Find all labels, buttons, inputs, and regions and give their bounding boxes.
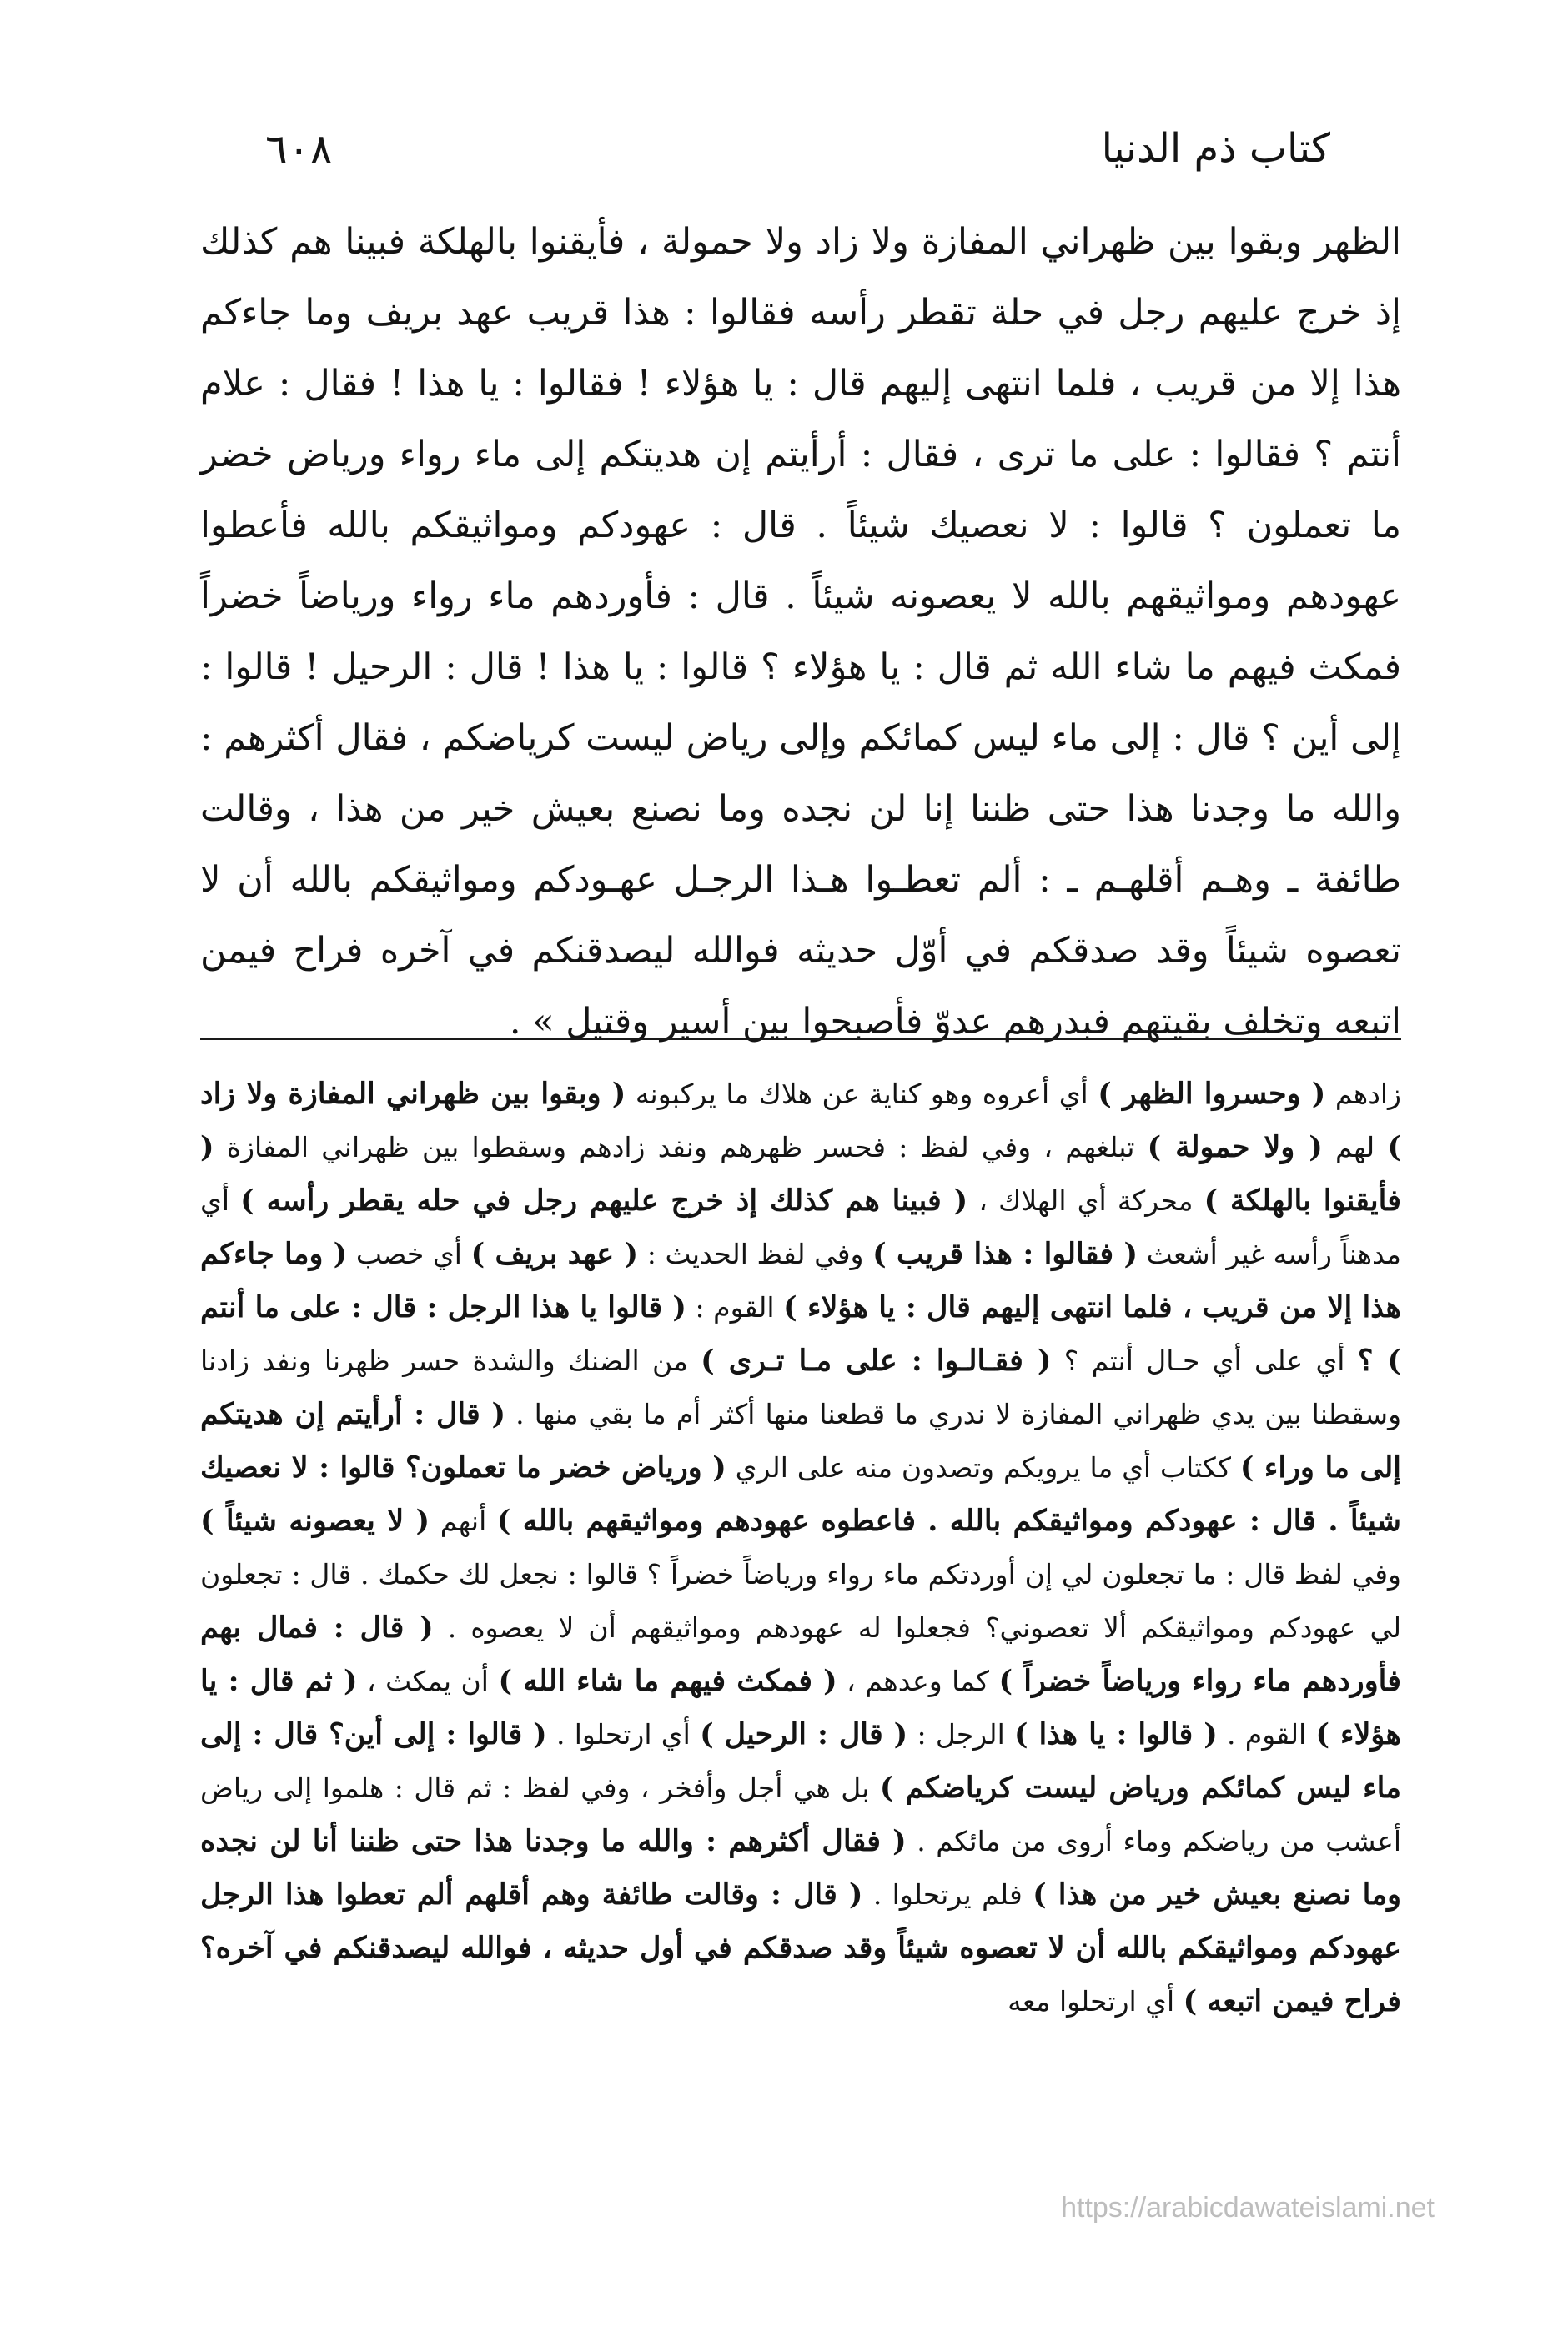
footnote-commentary: أي على أي حـال أنتم ؟	[1051, 1344, 1358, 1377]
footnote-quote: ( قالوا يا هذا الرجل : قال : على ما أنتم ) ؟	[200, 1290, 1401, 1378]
footnote-commentary: وفي لفظ الحديث :	[638, 1238, 873, 1270]
footnote-quote: ( فمكث فيهم ما شاء الله )	[498, 1664, 837, 1698]
footnote-quote: ( قالوا : يا هذا )	[1014, 1717, 1218, 1752]
footnote-quote: ( ولا حمولة )	[1147, 1130, 1323, 1164]
footnote-quote: ( فقـالـوا : على مـا تـرى )	[701, 1344, 1052, 1378]
footnote-commentary: زادهم	[1325, 1078, 1401, 1110]
footnote-commentary: أنهم	[430, 1505, 497, 1537]
footnote-commentary: وفي لفظ قال : ما تجعلون لي إن أوردتكم ماء رواء ورياضاً خضراً ؟ قالوا : نجعل لك حكمك . قال : تجعلون لي عهودكم ومواثيقكم ألا تعصوني؟ فجعلوا له عهودهم ومواثيقهم أن لا يعصوه .	[200, 1558, 1402, 1644]
footnote-commentary: أي مدهناً رأسه غير أشعث	[200, 1184, 1401, 1270]
footnote-commentary: محركة أي الهلاك ،	[967, 1184, 1204, 1217]
footnote-quote: ( ثم قال : يا هؤلاء )	[200, 1664, 1401, 1752]
footnote-quote: ( قال : أرأيتم إن هديتكم إلى ما وراء )	[200, 1397, 1401, 1485]
footnote-quote: ( وما جاءكم هذا إلا من قريب ، فلما انتهى إليهم قال : يا هؤلاء )	[200, 1237, 1402, 1324]
footnote-quote: ( ورياض خضر ما تعملون؟ قالوا : لا نعصيك شيئاً . قال : عهودكم ومواثيقكم بالله . فاعطوه عهودهم ومواثيقهم بالله )	[200, 1450, 1401, 1538]
page-number: ٦٠٨	[265, 125, 333, 173]
footnote-quote: ( فبينا هم كذلك إذ خرج عليهم رجل في حله يقطر رأسه )	[240, 1184, 968, 1218]
footnote-commentary: القوم .	[1217, 1718, 1316, 1751]
footnote-text	[200, 1068, 1401, 2028]
footnote-commentary: أي ارتحلوا .	[546, 1718, 701, 1751]
footnote-commentary: من الضنك والشدة حسر ظهرنا ونفد زادنا وسقطنا بين يدي ظهراني المفازة لا ندري ما قطعنا منها أكثر أم ما بقي منها .	[200, 1344, 1402, 1430]
footnote-commentary: القوم :	[686, 1291, 784, 1324]
footnote-commentary: الرجل :	[907, 1718, 1015, 1751]
running-title: كتاب ذم الدنيا	[1101, 125, 1330, 172]
footnote-quote: ( عهد بريف )	[470, 1237, 639, 1271]
footnote-commentary: ككتاب أي ما يرويكم وتصدون منه على الري	[726, 1451, 1240, 1484]
footnote-commentary: بل هي أجل وأفخر ، وفي لفظ : ثم قال : هلموا إلى رياض أعشب من رياضكم وماء أروى من مائكم .	[200, 1772, 1401, 1857]
footnote-quote: ( قالوا : إلى أين؟ قال : إلى ماء ليس كمائكم ورياض ليست كرياضكم )	[200, 1717, 1401, 1805]
watermark: https://arabicdawateislami.net	[1061, 2192, 1435, 2224]
footnote-quote: ( قال : الرحيل )	[700, 1717, 908, 1752]
footnote-quote: ( قال : فمال بهم فأوردهم ماء رواء ورياضاً خضراً )	[200, 1611, 1401, 1698]
footnote-commentary: أن يمكث ،	[357, 1665, 499, 1697]
footnote-commentary: أي ارتحلوا معه	[1008, 1985, 1184, 2018]
footnote-quote: ( وحسروا الظهر )	[1098, 1077, 1326, 1111]
footnote-quote: ( فقال أكثرهم : والله ما وجدنا هذا حتى ظننا أنا لن نجده وما نصنع بعيش خير من هذا )	[200, 1824, 1401, 1912]
footnote-commentary: كما وعدهم ،	[837, 1665, 999, 1697]
footnote-quote: ( فقالوا : هذا قريب )	[872, 1237, 1138, 1271]
footnote-commentary: أي أعروه وهو كناية عن هلاك ما يركبونه	[626, 1078, 1098, 1110]
footnote-quote: ( لا يعصونه شيئاً )	[200, 1504, 430, 1538]
footnote-quote: ( قال : وقالت طائفة وهم أقلهم ألم تعطوا هذا الرجل عهودكم ومواثيقكم بالله أن لا تعصوه شيئاً وقد صدقكم في أول حديثه ، فوالله ليصدقنكم في آخره؟ فراح فيمن اتبعه )	[200, 1877, 1401, 2018]
footnote-separator	[200, 1038, 1401, 1040]
footnote-commentary: فلم يرتحلوا .	[862, 1878, 1033, 1911]
footnote-commentary: تبلغهم ، وفي لفظ : فحسر ظهرهم ونفد زادهم وسقطوا بين ظهراني المفازة	[214, 1131, 1148, 1163]
main-text: الظهر وبقوا بين ظهراني المفازة ولا زاد ولا حمولة ، فأيقنوا بالهلكة فبينا هم كذلك إذ خرج عليهم رجل في حلة تقطر رأسه فقالوا : هذا قريب عهد بريف وما جاءكم هذا إلا من قريب ، فلما انتهى إليهم قال : يا هؤلاء ! فقالوا : يا هذا ! فقال : علام أنتم ؟ فقالوا : على ما ترى ، فقال : أرأيتم إن هديتكم إلى ماء رواء ورياض خضر ما تعملون ؟ قالوا : لا نعصيك شيئاً . قال : عهودكم ومواثيقكم بالله فأعطوا عهودهم ومواثيقهم بالله لا يعصونه شيئاً . قال : فأوردهم ماء رواء ورياضاً خضراً فمكث فيهم ما شاء الله ثم قال : يا هؤلاء ؟ قالوا : يا هذا ! قال : الرحيل ! قالوا : إلى أين ؟ قال : إلى ماء ليس كمائكم وإلى رياض ليست كرياضكم ، فقال أكثرهم : والله ما وجدنا هذا حتى ظننا إنا لن نجده وما نصنع بعيش خير من هذا ، وقالت طائفة ـ وهـم أقلهـم ـ : ألم تعطـوا هـذا الرجـل عهـودكم ومواثيقكم بالله أن لا تعصوه شيئاً وقد صدقكم في أوّل حديثه فوالله ليصدقنكم في آخره فراح فيمن اتبعه وتخلف بقيتهم فبدرهم عدوّ فأصبحوا بين أسير وقتيل » .	[200, 221, 1402, 1043]
footnote-quote: ( فأيقنوا بالهلكة )	[200, 1130, 1401, 1218]
footnote-commentary: لهم	[1322, 1131, 1388, 1163]
footnote-commentary: أي خصب	[347, 1238, 471, 1270]
footnote-quote: ( وبقوا بين ظهراني المفازة ولا زاد )	[200, 1077, 1402, 1164]
